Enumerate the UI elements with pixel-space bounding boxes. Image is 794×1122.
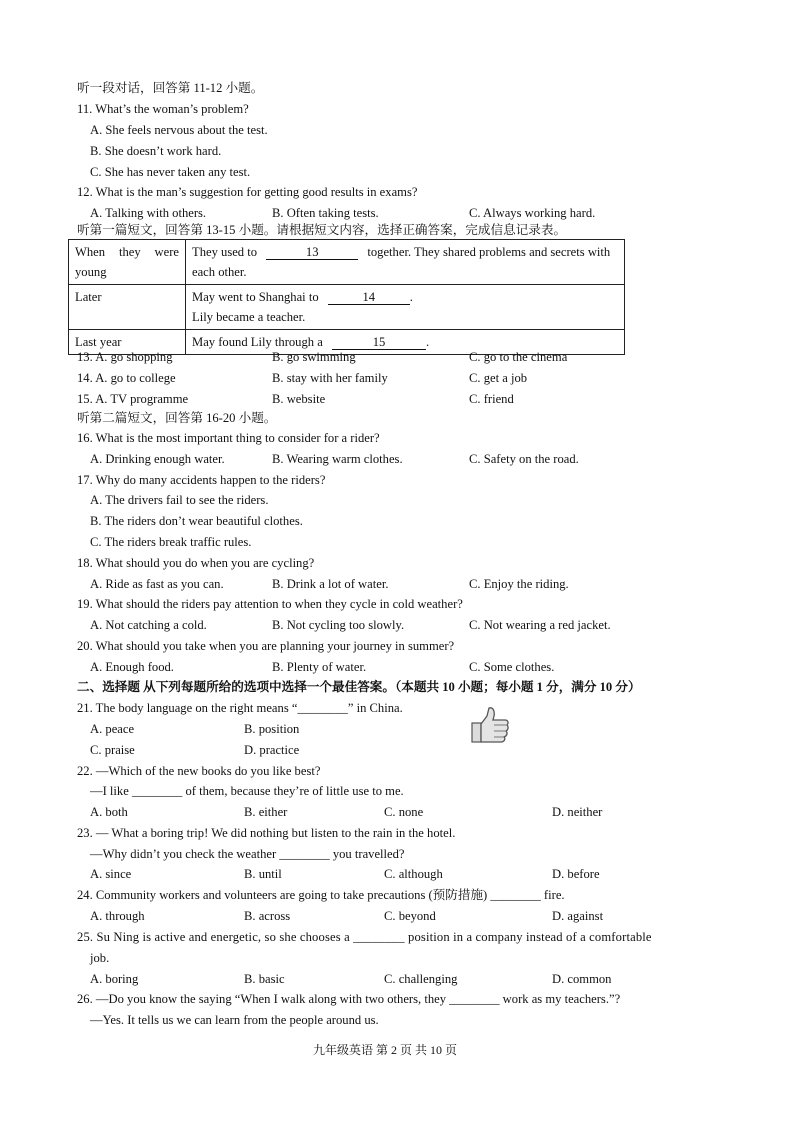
answer-blank-15[interactable]: 15 — [332, 335, 426, 350]
table-content-cell — [186, 285, 625, 330]
q11-option-b: B. She doesn’t work hard. — [90, 144, 222, 158]
table-text-post: together. They shared problems and secrets with each other. — [192, 245, 611, 279]
q22-option-c: C. none — [384, 805, 424, 819]
q23-option-c: C. although — [384, 867, 443, 881]
q11-option-a: A. She feels nervous about the test. — [90, 123, 268, 137]
q12-option-c: C. Always working hard. — [469, 206, 596, 220]
section2-heading: 二、选择题 从下列每题所给的选项中选择一个最佳答案。（本题共 10 小题；每小题 1 分，满分 10 分） — [77, 680, 641, 694]
q17-option-c: C. The riders break traffic rules. — [90, 535, 252, 549]
q15-option-a: 15. A. TV programme — [77, 392, 189, 406]
q23-stem: 23. — What a boring trip! We did nothing but listen to the rain in the hotel. — [77, 826, 456, 840]
q26-stem-2: —Yes. It tells us we can learn from the people around us. — [90, 1013, 379, 1027]
q11-stem: 11. What’s the woman’s problem? — [77, 102, 249, 116]
q19-option-a: A. Not catching a cold. — [90, 618, 207, 632]
q22-stem: 22. —Which of the new books do you like best? — [77, 764, 321, 778]
q21-option-c: C. praise — [90, 743, 135, 757]
q16-option-b: B. Wearing warm clothes. — [272, 452, 403, 466]
q23-option-a: A. since — [90, 867, 132, 881]
q25-option-b: B. basic — [244, 972, 285, 986]
q25-option-a: A. boring — [90, 972, 139, 986]
table-row — [69, 240, 625, 285]
q14-option-c: C. get a job — [469, 371, 528, 385]
q16-option-c: C. Safety on the road. — [469, 452, 579, 466]
q24-option-b: B. across — [244, 909, 291, 923]
table-text-post: . — [425, 335, 430, 349]
q25-option-d: D. common — [552, 972, 612, 986]
q20-option-b: B. Plenty of water. — [272, 660, 367, 674]
q17-option-a: A. The drivers fail to see the riders. — [90, 493, 269, 507]
table-content-cell — [186, 240, 625, 285]
q18-option-b: B. Drink a lot of water. — [272, 577, 389, 591]
q24-option-a: A. through — [90, 909, 145, 923]
passage1-instruction: 听第一篇短文，回答第 13-15 小题。请根据短文内容，选择正确答案，完成信息记录表。 — [77, 223, 567, 237]
q13-option-a: 13. A. go shopping — [77, 350, 173, 364]
q24-stem: 24. Community workers and volunteers are going to take precautions (预防措施) ________ fire. — [77, 888, 565, 902]
q23-option-d: D. before — [552, 867, 600, 881]
table-row — [69, 285, 625, 330]
q17-stem: 17. Why do many accidents happen to the riders? — [77, 473, 326, 487]
table-time-cell: Last year — [69, 330, 186, 355]
table-time-cell: When they were young — [69, 240, 186, 285]
table-text-extra: Lily became a teacher. — [192, 310, 306, 324]
q16-stem: 16. What is the most important thing to consider for a rider? — [77, 431, 380, 445]
q25-stem: 25. Su Ning is active and energetic, so she chooses a ________ position in a company instead of a comfortable — [77, 930, 652, 944]
q15-option-c: C. friend — [469, 392, 514, 406]
q22-option-b: B. either — [244, 805, 288, 819]
table-text-pre: They used to — [192, 245, 258, 259]
q22-option-d: D. neither — [552, 805, 603, 819]
q19-stem: 19. What should the riders pay attention to when they cycle in cold weather? — [77, 597, 463, 611]
q17-option-b: B. The riders don’t wear beautiful clothes. — [90, 514, 303, 528]
q23-stem-2: —Why didn’t you check the weather ________ you travelled? — [90, 847, 405, 861]
answer-blank-13[interactable]: 13 — [266, 245, 358, 260]
q20-option-c: C. Some clothes. — [469, 660, 555, 674]
passage2-instruction: 听第二篇短文，回答第 16-20 小题。 — [77, 411, 277, 425]
q26-stem: 26. —Do you know the saying “When I walk along with two others, they ________ work as my teachers.”? — [77, 992, 621, 1006]
q18-option-c: C. Enjoy the riding. — [469, 577, 569, 591]
q25-option-c: C. challenging — [384, 972, 458, 986]
q20-option-a: A. Enough food. — [90, 660, 174, 674]
q21-stem: 21. The body language on the right means “________” in China. — [77, 701, 403, 715]
thumbs-up-icon — [470, 706, 510, 744]
q13-option-b: B. go swimming — [272, 350, 356, 364]
q11-option-c: C. She has never taken any test. — [90, 165, 251, 179]
q19-option-b: B. Not cycling too slowly. — [272, 618, 405, 632]
table-text-pre: May went to Shanghai to — [192, 290, 319, 304]
q20-stem: 20. What should you take when you are planning your journey in summer? — [77, 639, 455, 653]
table-time-cell: Later — [69, 285, 186, 330]
q22-stem-2: —I like ________ of them, because they’re of little use to me. — [90, 784, 404, 798]
dialogue-instruction: 听一段对话，回答第 11-12 小题。 — [77, 81, 264, 95]
page-footer: 九年级英语 第 2 页 共 10 页 — [313, 1043, 458, 1057]
q25-stem-2: job. — [90, 951, 110, 965]
q16-option-a: A. Drinking enough water. — [90, 452, 225, 466]
info-record-table — [68, 239, 625, 355]
q14-option-a: 14. A. go to college — [77, 371, 176, 385]
q18-option-a: A. Ride as fast as you can. — [90, 577, 224, 591]
q24-option-c: C. beyond — [384, 909, 436, 923]
q21-option-b: B. position — [244, 722, 300, 736]
q19-option-c: C. Not wearing a red jacket. — [469, 618, 611, 632]
table-text-pre: May found Lily through a — [192, 335, 323, 349]
q13-option-c: C. go to the cinema — [469, 350, 568, 364]
q15-option-b: B. website — [272, 392, 326, 406]
q24-option-d: D. against — [552, 909, 604, 923]
q12-option-b: B. Often taking tests. — [272, 206, 379, 220]
q21-option-d: D. practice — [244, 743, 300, 757]
q21-option-a: A. peace — [90, 722, 135, 736]
q18-stem: 18. What should you do when you are cycling? — [77, 556, 315, 570]
q12-option-a: A. Talking with others. — [90, 206, 207, 220]
q22-option-a: A. both — [90, 805, 128, 819]
q14-option-b: B. stay with her family — [272, 371, 388, 385]
answer-blank-14[interactable]: 14 — [328, 290, 410, 305]
table-text-post: . — [409, 290, 413, 304]
q12-stem: 12. What is the man’s suggestion for getting good results in exams? — [77, 185, 418, 199]
q23-option-b: B. until — [244, 867, 282, 881]
